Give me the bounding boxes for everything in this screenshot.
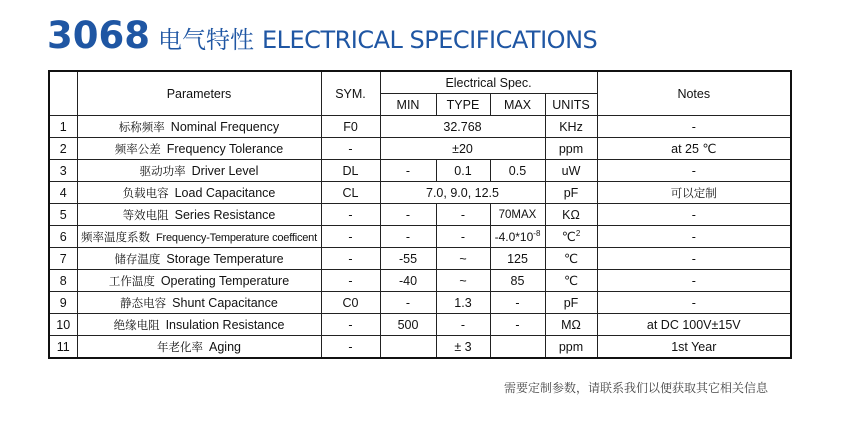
symbol: - <box>321 336 380 359</box>
units: ℃ <box>545 270 597 292</box>
value-type: 1.3 <box>436 292 490 314</box>
symbol: - <box>321 314 380 336</box>
symbol: - <box>321 248 380 270</box>
notes: - <box>597 292 791 314</box>
header-parameters: Parameters <box>77 71 321 116</box>
header-no <box>49 71 77 116</box>
notes: - <box>597 160 791 182</box>
value-max: 0.5 <box>490 160 545 182</box>
header-notes: Notes <box>597 71 791 116</box>
value-max: - <box>490 292 545 314</box>
row-number: 6 <box>49 226 77 248</box>
notes: at 25 ℃ <box>597 138 791 160</box>
units: KHz <box>545 116 597 138</box>
value-min <box>380 336 436 359</box>
row-number: 10 <box>49 314 77 336</box>
table-row <box>49 138 791 160</box>
table-row <box>49 204 791 226</box>
units: MΩ <box>545 314 597 336</box>
row-number: 4 <box>49 182 77 204</box>
notes: - <box>597 204 791 226</box>
value-max: - <box>490 314 545 336</box>
symbol: CL <box>321 182 380 204</box>
table-row <box>49 292 791 314</box>
parameter-name: 等效电阻 Series Resistance <box>77 204 321 226</box>
table-row <box>49 226 791 248</box>
model-number: 3068 <box>47 14 150 57</box>
value-min: - <box>380 160 436 182</box>
parameter-name: 频率公差 Frequency Tolerance <box>77 138 321 160</box>
notes: 1st Year <box>597 336 791 359</box>
row-number: 9 <box>49 292 77 314</box>
notes: - <box>597 116 791 138</box>
parameter-name: 绝缘电阻 Insulation Resistance <box>77 314 321 336</box>
units: uW <box>545 160 597 182</box>
value-max: 70MAX <box>490 204 545 226</box>
symbol: - <box>321 226 380 248</box>
notes: at DC 100V±15V <box>597 314 791 336</box>
value-type: - <box>436 226 490 248</box>
symbol: F0 <box>321 116 380 138</box>
header-sym: SYM. <box>321 71 380 116</box>
parameter-name: 频率温度系数 Frequency-Temperature coefficent <box>77 226 321 248</box>
value-merged: 7.0, 9.0, 12.5 <box>380 182 545 204</box>
value-min: - <box>380 204 436 226</box>
row-number: 7 <box>49 248 77 270</box>
table-row <box>49 116 791 138</box>
row-number: 11 <box>49 336 77 359</box>
value-min: 500 <box>380 314 436 336</box>
table-row <box>49 248 791 270</box>
header-type: TYPE <box>436 94 490 116</box>
notes: - <box>597 270 791 292</box>
value-type: - <box>436 204 490 226</box>
value-min: - <box>380 226 436 248</box>
units: pF <box>545 182 597 204</box>
spec-table <box>48 70 792 359</box>
value-min: - <box>380 292 436 314</box>
parameter-name: 负载电容 Load Capacitance <box>77 182 321 204</box>
value-type: ~ <box>436 248 490 270</box>
page-title <box>47 14 597 58</box>
units: ppm <box>545 336 597 359</box>
value-max: 85 <box>490 270 545 292</box>
value-merged: 32.768 <box>380 116 545 138</box>
parameter-name: 标称频率 Nominal Frequency <box>77 116 321 138</box>
parameter-name: 年老化率 Aging <box>77 336 321 359</box>
header-min: MIN <box>380 94 436 116</box>
header-max: MAX <box>490 94 545 116</box>
units: ppm <box>545 138 597 160</box>
header-electrical-spec: Electrical Spec. <box>380 71 597 94</box>
symbol: - <box>321 204 380 226</box>
value-max: $-4.0*10^{-8}$ <box>490 226 545 248</box>
row-number: 8 <box>49 270 77 292</box>
value-type: 0.1 <box>436 160 490 182</box>
units: ℃$^2$ <box>545 226 597 248</box>
footer-note: 需要定制参数，请联系我们以便获取其它相关信息 <box>503 381 768 395</box>
value-max <box>490 336 545 359</box>
units: pF <box>545 292 597 314</box>
row-number: 5 <box>49 204 77 226</box>
parameter-name: 驱动功率 Driver Level <box>77 160 321 182</box>
symbol: - <box>321 138 380 160</box>
symbol: - <box>321 270 380 292</box>
notes: - <box>597 248 791 270</box>
units: ℃ <box>545 248 597 270</box>
parameter-name: 储存温度 Storage Temperature <box>77 248 321 270</box>
row-number: 3 <box>49 160 77 182</box>
notes: - <box>597 226 791 248</box>
row-number: 2 <box>49 138 77 160</box>
row-number: 1 <box>49 116 77 138</box>
table-row <box>49 336 791 359</box>
symbol: DL <box>321 160 380 182</box>
value-min: -40 <box>380 270 436 292</box>
notes: 可以定制 <box>597 182 791 204</box>
table-row <box>49 182 791 204</box>
table-row <box>49 270 791 292</box>
table-row <box>49 160 791 182</box>
title-chinese: 电气特性 <box>157 26 254 54</box>
parameter-name: 工作温度 Operating Temperature <box>77 270 321 292</box>
symbol: C0 <box>321 292 380 314</box>
value-merged: ±20 <box>380 138 545 160</box>
value-min: -55 <box>380 248 436 270</box>
value-type: ± 3 <box>436 336 490 359</box>
value-type: ~ <box>436 270 490 292</box>
parameter-name: 静态电容 Shunt Capacitance <box>77 292 321 314</box>
table-row <box>49 314 791 336</box>
title-english: ELECTRICAL SPECIFICATIONS <box>261 26 598 54</box>
units: KΩ <box>545 204 597 226</box>
value-type: - <box>436 314 490 336</box>
value-max: 125 <box>490 248 545 270</box>
header-units: UNITS <box>545 94 597 116</box>
